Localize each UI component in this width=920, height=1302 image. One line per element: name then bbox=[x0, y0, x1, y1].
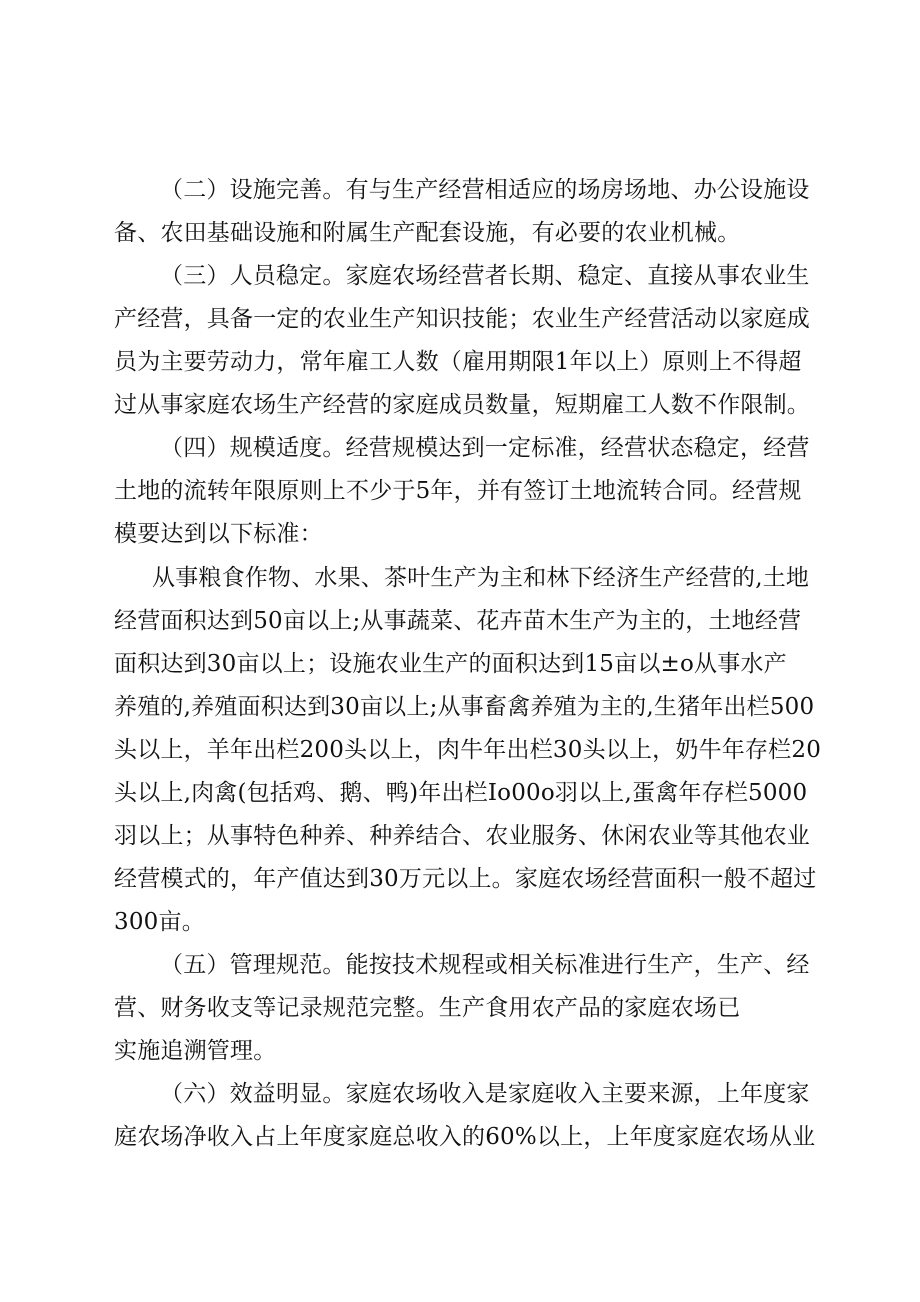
paragraph-4-line-2: 土地的流转年限原则上不少于5年，并有签订土地流转合同。经营规 bbox=[114, 478, 802, 504]
paragraph-2-line-1: （二）设施完善。有与生产经营相适应的场房场地、办公设施设 bbox=[160, 177, 810, 203]
standards-line-6: 头以上,肉禽(包括鸡、鹅、鸭)年出栏Io00o羽以上,蛋禽年存栏5000 bbox=[114, 780, 808, 806]
standards-line-2: 经营面积达到50亩以上;从事蔬菜、花卉苗木生产为主的，土地经营 bbox=[114, 608, 802, 634]
standards-line-3: 面积达到30亩以上；设施农业生产的面积达到15亩以±o从事水产 bbox=[114, 651, 787, 677]
standards-line-1: 从事粮食作物、水果、茶叶生产为主和林下经济生产经营的,土地 bbox=[152, 565, 810, 591]
paragraph-3-line-3: 员为主要劳动力，常年雇工人数（雇用期限1年以上）原则上不得超 bbox=[114, 349, 802, 375]
paragraph-6-line-1: （六）效益明显。家庭农场收入是家庭收入主要来源，上年度家 bbox=[160, 1081, 810, 1107]
paragraph-3-line-1: （三）人员稳定。家庭农场经营者长期、稳定、直接从事农业生 bbox=[160, 263, 810, 289]
paragraph-3-line-2: 产经营，具备一定的农业生产知识技能；农业生产经营活动以家庭成 bbox=[114, 306, 810, 332]
paragraph-2-line-2: 备、农田基础设施和附属生产配套设施，有必要的农业机械。 bbox=[114, 220, 741, 246]
paragraph-5-line-2: 营、财务收支等记录规范完整。生产食用农产品的家庭农场已 bbox=[114, 995, 741, 1021]
standards-line-9: 300亩。 bbox=[114, 909, 205, 935]
paragraph-6-line-2: 庭农场净收入占上年度家庭总收入的60%以上，上年度家庭农场从业 bbox=[114, 1124, 816, 1150]
standards-line-5: 头以上，羊年出栏200头以上，肉牛年出栏30头以上，奶牛年存栏20 bbox=[114, 737, 822, 763]
standards-line-8: 经营模式的，年产值达到30万元以上。家庭农场经营面积一般不超过 bbox=[114, 866, 817, 892]
standards-line-4: 养殖的,养殖面积达到30亩以上;从事畜禽养殖为主的,生猪年出栏500 bbox=[114, 694, 815, 720]
paragraph-3-line-4: 过从事家庭农场生产经营的家庭成员数量，短期雇工人数不作限制。 bbox=[114, 392, 810, 418]
paragraph-5-line-1: （五）管理规范。能按技术规程或相关标准进行生产，生产、经 bbox=[160, 952, 810, 978]
paragraph-4-line-3: 模要达到以下标准： bbox=[114, 521, 323, 547]
paragraph-4-line-1: （四）规模适度。经营规模达到一定标准，经营状态稳定，经营 bbox=[160, 435, 810, 461]
standards-line-7: 羽以上；从事特色种养、种养结合、农业服务、休闲农业等其他农业 bbox=[114, 823, 810, 849]
paragraph-5-line-3: 实施追溯管理。 bbox=[114, 1038, 277, 1064]
